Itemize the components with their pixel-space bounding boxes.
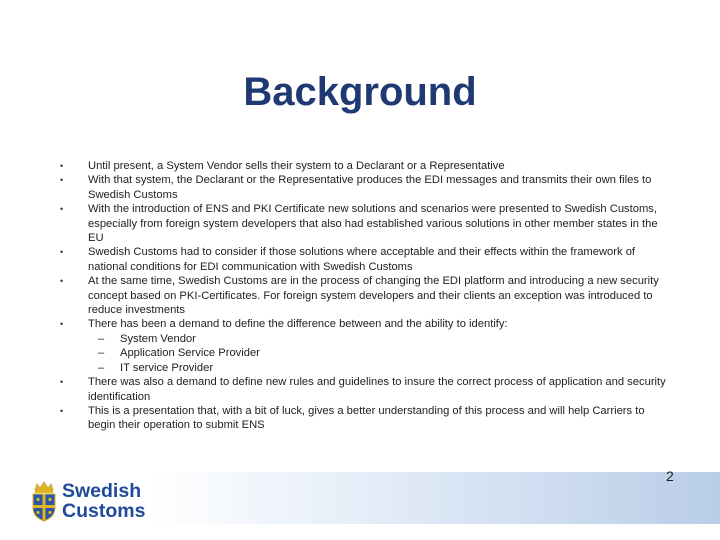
bullet-text: With that system, the Declarant or the Representative produces the EDI messages and transmits their own files to Swedish Customs: [88, 174, 652, 201]
sub-bullet-list: [88, 332, 668, 375]
logo-text-line2: Customs: [62, 500, 146, 522]
sub-bullet-item: – IT service Provider: [88, 361, 668, 375]
bullet-text: There has been a demand to define the difference between and the ability to identify:: [88, 318, 508, 331]
bullet-list: [58, 159, 668, 433]
bullet-text: Until present, a System Vendor sells their system to a Declarant or a Representative: [88, 160, 505, 172]
bullet-item: [58, 245, 668, 274]
swedish-customs-logo: [30, 478, 160, 524]
footer-gradient-bar: [150, 472, 720, 524]
bullet-text: There was also a demand to define new rules and guidelines to insure the correct process of application and security identification: [88, 376, 666, 403]
sub-bullet-item: – System Vendor: [88, 332, 668, 346]
bullet-item: [58, 317, 668, 375]
bullet-item: [58, 274, 668, 317]
bullet-text: With the introduction of ENS and PKI Certificate new solutions and scenarios were presented to Swedish Customs, especially from foreign system developers that also had established various solutions in other member states in the EU: [88, 203, 658, 245]
slide-title: Background: [243, 70, 477, 114]
bullet-item: [58, 173, 668, 202]
swedish-crest-icon: [30, 480, 58, 522]
logo-text-line1: Swedish: [62, 480, 142, 502]
bullet-item: [58, 202, 668, 245]
bullet-text: Swedish Customs had to consider if those solutions where acceptable and their effects within the framework of national conditions for EDI communication with Swedish Customs: [88, 246, 636, 273]
bullet-item: [58, 375, 668, 404]
bullet-item: [58, 159, 668, 173]
bullet-text: At the same time, Swedish Customs are in the process of changing the EDI platform and introducing a new security concept based on PKI-Certificates. For foreign system developers and their clients an exception was introduced to reduce investments: [88, 275, 659, 317]
bullet-text: This is a presentation that, with a bit of luck, gives a better understanding of this process and will help Carriers to begin their operation to submit ENS: [88, 404, 645, 432]
page-number: 2: [666, 468, 674, 484]
bullet-item: [58, 404, 668, 433]
sub-bullet-item: – Application Service Provider: [88, 346, 668, 360]
